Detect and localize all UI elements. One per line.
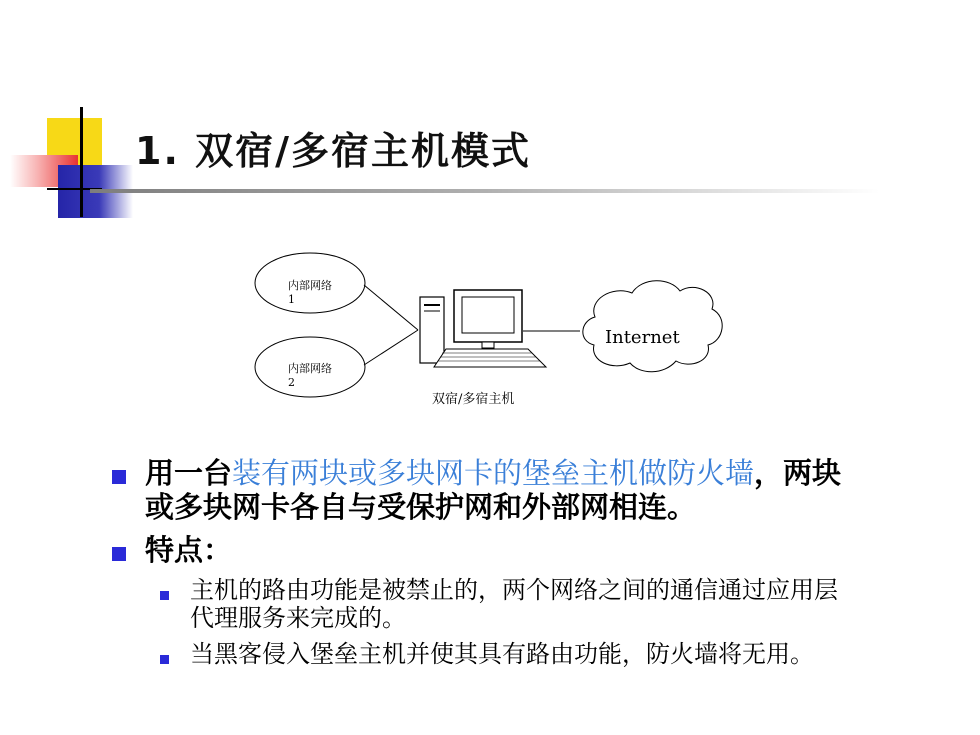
host-caption: 双宿/多宿主机 [432,392,515,407]
internal-network-1-number: 1 [288,293,295,306]
sub-bullet-text-1-line2: 代理服务来完成的。 [190,604,406,632]
sub-bullet-text-2: 当黑客侵入堡垒主机并使其具有路由功能，防火墙将无用。 [190,640,814,668]
bullet-1-prefix: 用一台 [145,456,233,490]
link-net1-host [364,285,418,330]
bullet-marker [112,470,126,484]
computer-icon [420,290,546,367]
link-net2-host [364,330,418,365]
bullet-marker [112,547,126,561]
network-diagram [250,245,730,420]
internet-label: Internet [605,327,680,348]
sub-bullet-marker [160,655,169,664]
bullet-1-suffix: ，两块 [754,456,842,490]
bullet-text-1 [145,455,945,491]
deco-vertical-line [80,107,83,217]
internal-network-2-label: 内部网络 [288,362,332,375]
bullet-text-1-line2: 或多块网卡各自与受保护网和外部网相连。 [145,490,697,524]
internal-network-1-label: 内部网络 [288,279,332,292]
internal-network-2-number: 2 [288,376,295,389]
bullet-text-2: 特点： [145,533,233,567]
sub-bullet-marker [160,591,169,600]
bullet-1-highlight: 装有两块或多块网卡的堡垒主机做防火墙 [232,456,755,490]
title-underline-rule [90,189,880,193]
slide-title: 1. 双宿/多宿主机模式 [135,129,531,173]
sub-bullet-text-1: 主机的路由功能是被禁止的，两个网络之间的通信通过应用层 [190,576,838,604]
